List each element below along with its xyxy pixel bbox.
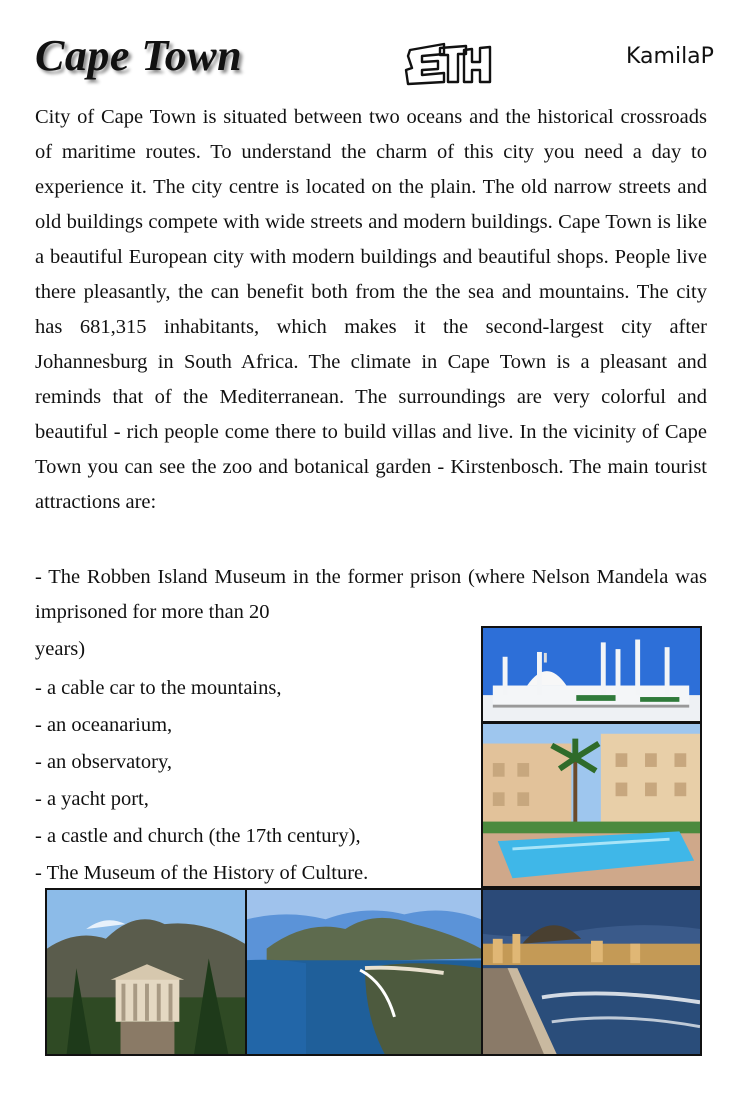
list-item: - a cable car to the mountains, [35, 677, 282, 699]
photo-bay [245, 888, 483, 1056]
page-title: Cape Town [35, 31, 243, 80]
photo-university [45, 888, 247, 1056]
list-item: - The Museum of the History of Culture. [35, 862, 369, 884]
photo-coastline [481, 888, 702, 1056]
eth-logo-icon [404, 40, 494, 86]
photo-mosque [481, 626, 702, 723]
list-item: - an oceanarium, [35, 714, 173, 736]
list-item: - an observatory, [35, 751, 172, 773]
attractions-list [35, 670, 475, 892]
list-item: - a yacht port, [35, 788, 149, 810]
attraction-item-robben-island: - The Robben Island Museum in the former prison (where Nelson Mandela was imprisoned for more than 20 [35, 566, 707, 623]
article-intro: City of Cape Town is situated between two oceans and the historical crossroads of maritime routes. To understand the charm of this city you need a day to experience it. The city centre is located on the plain. The old narrow streets and old buildings compete with wide streets and modern buildings. Cape Town is like a beautiful European city with modern buildings and beautiful shops. People live there pleasantly, the can benefit both from the the sea and mountains. The city has 681,315 inhabitants, which makes it the second-largest city after Johannesburg in South Africa. The climate in Cape Town is a pleasant and reminds that of the Mediterranean. The surroundings are very colorful and beautiful - rich people come there to build villas and live. In the vicinity of Cape Town you can see the zoo and botanical garden - Kirstenbosch. The main tourist attractions are: [35, 106, 707, 513]
photo-pool [481, 722, 702, 888]
author-signature: KamilaP [626, 44, 714, 69]
attraction-item-robben-island-cont: years) [35, 638, 86, 660]
list-item: - a castle and church (the 17th century), [35, 825, 361, 847]
